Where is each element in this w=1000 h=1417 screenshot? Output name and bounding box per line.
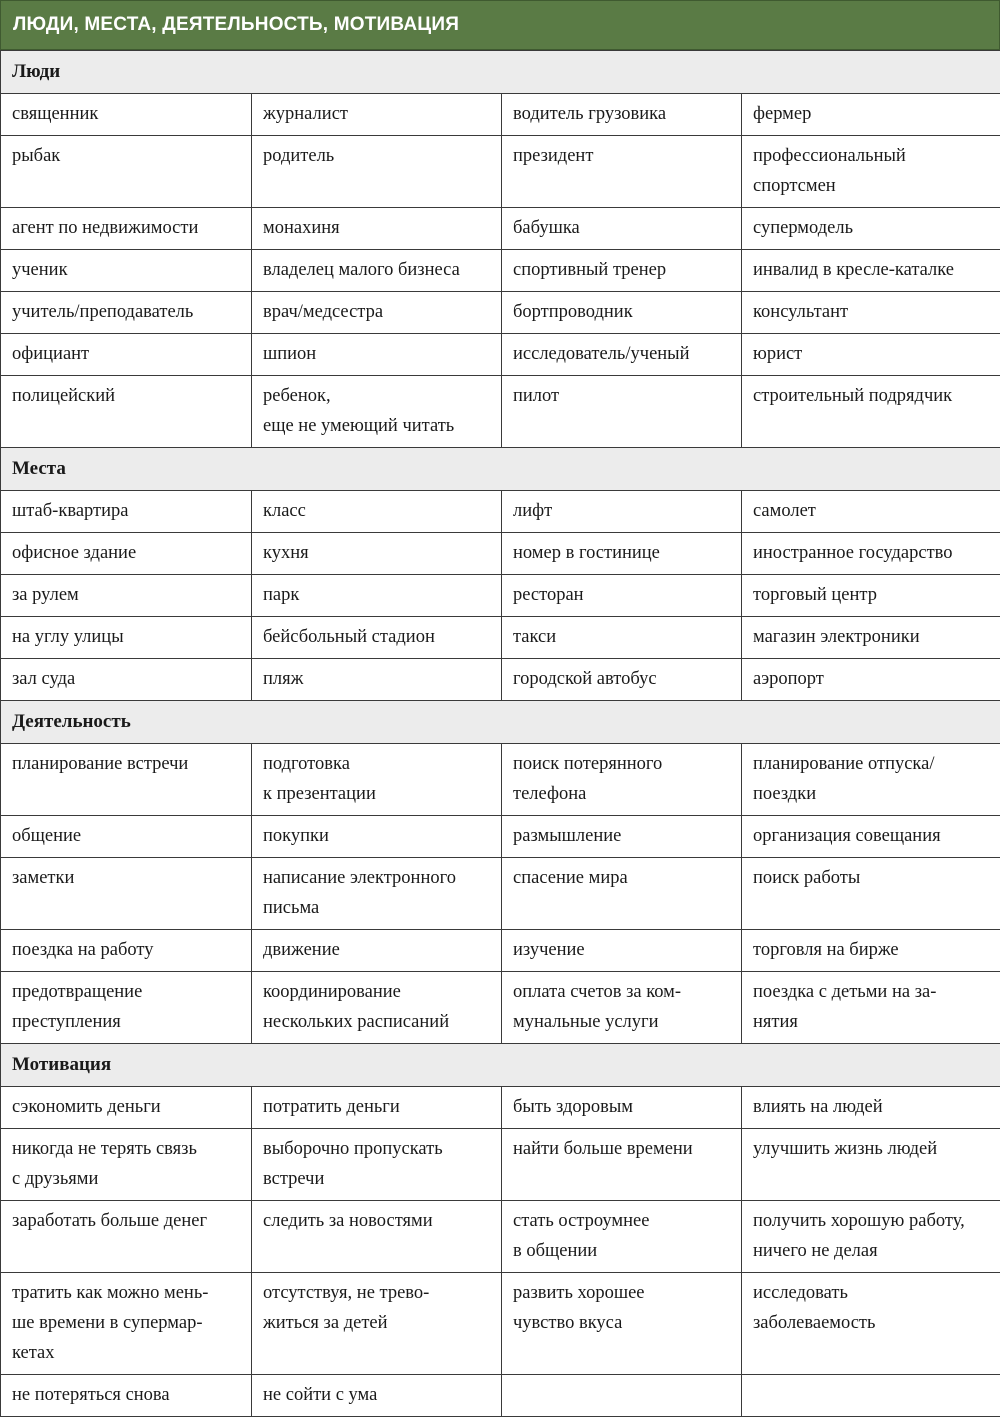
table-cell	[502, 1375, 742, 1417]
table-cell	[1, 816, 252, 858]
cell-text: магазин электроники	[753, 622, 992, 652]
table-row	[1, 858, 1000, 930]
table-cell	[1, 491, 252, 533]
cell-text: иностранное государство	[753, 538, 992, 568]
table-cell	[1, 1273, 252, 1375]
cell-text: парк	[263, 580, 493, 610]
table-cell	[502, 858, 742, 930]
cell-text: общение	[12, 821, 243, 851]
table-cell	[1, 94, 252, 136]
table-cell	[742, 1375, 1000, 1417]
table-cell	[1, 575, 252, 617]
table-cell	[252, 1129, 502, 1201]
cell-text: поиск работы	[753, 863, 992, 893]
table-row	[1, 208, 1000, 250]
table-cell	[1, 376, 252, 448]
section-heading: Мотивация	[1, 1044, 1000, 1087]
table-cell	[252, 816, 502, 858]
table-cell	[742, 491, 1000, 533]
table-row	[1, 659, 1000, 701]
table-cell	[742, 858, 1000, 930]
table-cell	[502, 1087, 742, 1129]
cell-text: священник	[12, 99, 243, 129]
table-cell	[502, 250, 742, 292]
cell-text: спортивный тренер	[513, 255, 733, 285]
cell-text: организация совещания	[753, 821, 992, 851]
table-cell	[252, 1201, 502, 1273]
cell-text: подготовка к презентации	[263, 749, 493, 809]
cell-text: фермер	[753, 99, 992, 129]
table-cell	[252, 292, 502, 334]
cell-text: потратить деньги	[263, 1092, 493, 1122]
table-cell	[742, 376, 1000, 448]
table-cell	[742, 617, 1000, 659]
cell-text: написание электронного письма	[263, 863, 493, 923]
table-cell	[502, 376, 742, 448]
cell-text: никогда не терять связь с друзьями	[12, 1134, 243, 1194]
cell-text: супермодель	[753, 213, 992, 243]
cell-text: зал суда	[12, 664, 243, 694]
table-cell	[502, 334, 742, 376]
cell-text: торговый центр	[753, 580, 992, 610]
cell-text: выборочно пропускать встречи	[263, 1134, 493, 1194]
cell-text: водитель грузовика	[513, 99, 733, 129]
table-cell	[1, 1201, 252, 1273]
table-cell	[742, 972, 1000, 1044]
cell-text: такси	[513, 622, 733, 652]
table-cell	[252, 208, 502, 250]
table-row	[1, 292, 1000, 334]
section-header-row	[1, 1044, 1000, 1087]
cell-text: номер в гостинице	[513, 538, 733, 568]
cell-text: развить хорошее чувство вкуса	[513, 1278, 733, 1338]
cell-text: следить за новостями	[263, 1206, 493, 1236]
table-cell	[252, 972, 502, 1044]
cell-text: юрист	[753, 339, 992, 369]
cell-text: тратить как можно мень- ше времени в супермар- кетах	[12, 1278, 243, 1368]
cell-text: рыбак	[12, 141, 243, 171]
table-cell	[742, 334, 1000, 376]
cell-text: быть здоровым	[513, 1092, 733, 1122]
table-row	[1, 1375, 1000, 1417]
cell-text: поездка с детьми на за- нятия	[753, 977, 992, 1037]
table-cell	[252, 136, 502, 208]
table-row	[1, 1087, 1000, 1129]
cell-text: координирование нескольких расписаний	[263, 977, 493, 1037]
table-row	[1, 816, 1000, 858]
cell-text: получить хорошую работу, ничего не делая	[753, 1206, 992, 1266]
cell-text: пляж	[263, 664, 493, 694]
table-cell	[502, 617, 742, 659]
table-cell	[742, 136, 1000, 208]
table-row	[1, 930, 1000, 972]
table-row	[1, 533, 1000, 575]
table-cell	[252, 376, 502, 448]
table-cell	[502, 136, 742, 208]
table-cell	[1, 1087, 252, 1129]
table-cell	[502, 1273, 742, 1375]
table-cell	[252, 858, 502, 930]
table-cell	[252, 250, 502, 292]
table-cell	[1, 972, 252, 1044]
cell-text: строительный подрядчик	[753, 381, 992, 411]
cell-text: влиять на людей	[753, 1092, 992, 1122]
table-cell	[742, 659, 1000, 701]
table-row	[1, 94, 1000, 136]
table-cell	[1, 292, 252, 334]
table-row	[1, 1129, 1000, 1201]
table-row	[1, 376, 1000, 448]
cell-text: покупки	[263, 821, 493, 851]
cell-text: планирование встречи	[12, 749, 243, 779]
table-cell	[742, 94, 1000, 136]
table-cell	[502, 94, 742, 136]
section-header-row	[1, 701, 1000, 744]
section-heading: Места	[1, 448, 1000, 491]
table-cell	[742, 1087, 1000, 1129]
table-cell	[742, 208, 1000, 250]
cell-text: полицейский	[12, 381, 243, 411]
cell-text: офисное здание	[12, 538, 243, 568]
cell-text: ресторан	[513, 580, 733, 610]
cell-text: улучшить жизнь людей	[753, 1134, 992, 1164]
cell-text: аэропорт	[753, 664, 992, 694]
cell-text: за рулем	[12, 580, 243, 610]
cell-text: торговля на бирже	[753, 935, 992, 965]
table-cell	[252, 1375, 502, 1417]
section-header-row	[1, 51, 1000, 94]
cell-text: стать остроумнее в общении	[513, 1206, 733, 1266]
cell-text: инвалид в кресле-каталке	[753, 255, 992, 285]
table-cell	[1, 858, 252, 930]
section-heading: Деятельность	[1, 701, 1000, 744]
table-cell	[742, 250, 1000, 292]
cell-text: официант	[12, 339, 243, 369]
cell-text: бейсбольный стадион	[263, 622, 493, 652]
table-cell	[1, 334, 252, 376]
table-cell	[502, 659, 742, 701]
section-header-row	[1, 448, 1000, 491]
cell-text: лифт	[513, 496, 733, 526]
table-cell	[252, 1273, 502, 1375]
cell-text: размышление	[513, 821, 733, 851]
table-cell	[1, 659, 252, 701]
table-row	[1, 744, 1000, 816]
table-row	[1, 617, 1000, 659]
table-cell	[1, 250, 252, 292]
cell-text: не сойти с ума	[263, 1380, 493, 1410]
table-cell	[502, 1129, 742, 1201]
cell-text: пилот	[513, 381, 733, 411]
table-cell	[502, 930, 742, 972]
cell-text: бортпроводник	[513, 297, 733, 327]
cell-text: отсутствуя, не трево- житься за детей	[263, 1278, 493, 1338]
table-cell	[502, 816, 742, 858]
table-body	[1, 51, 1000, 1417]
cell-text: оплата счетов за ком- мунальные услуги	[513, 977, 733, 1037]
cell-text: журналист	[263, 99, 493, 129]
cell-text: шпион	[263, 339, 493, 369]
table-cell	[502, 575, 742, 617]
table-row	[1, 334, 1000, 376]
table-cell	[252, 491, 502, 533]
table-cell	[502, 972, 742, 1044]
cell-text: кухня	[263, 538, 493, 568]
cell-text: планирование отпуска/ поездки	[753, 749, 992, 809]
category-table	[0, 50, 1000, 1417]
cell-text: штаб-квартира	[12, 496, 243, 526]
table-row	[1, 972, 1000, 1044]
table-cell	[252, 533, 502, 575]
cell-text: владелец малого бизнеса	[263, 255, 493, 285]
table-cell	[742, 533, 1000, 575]
table-cell	[742, 744, 1000, 816]
cell-text: монахиня	[263, 213, 493, 243]
table-cell	[252, 94, 502, 136]
table-cell	[1, 744, 252, 816]
table-cell	[742, 1201, 1000, 1273]
cell-text: класс	[263, 496, 493, 526]
cell-text: не потеряться снова	[12, 1380, 243, 1410]
table-cell	[502, 744, 742, 816]
table-cell	[742, 1273, 1000, 1375]
cell-text: поездка на работу	[12, 935, 243, 965]
table-cell	[742, 930, 1000, 972]
table-cell	[1, 617, 252, 659]
cell-text: предотвращение преступления	[12, 977, 243, 1037]
table-cell	[1, 930, 252, 972]
table-row	[1, 1201, 1000, 1273]
cell-text: профессиональный спортсмен	[753, 141, 992, 201]
cell-text: найти больше времени	[513, 1134, 733, 1164]
cell-text: самолет	[753, 496, 992, 526]
cell-text: городской автобус	[513, 664, 733, 694]
cell-text: учитель/преподаватель	[12, 297, 243, 327]
table-cell	[742, 816, 1000, 858]
cell-text: заработать больше денег	[12, 1206, 243, 1236]
cell-text: ребенок, еще не умеющий читать	[263, 381, 493, 441]
table-cell	[502, 533, 742, 575]
table-cell	[742, 575, 1000, 617]
table-cell	[252, 1087, 502, 1129]
table-cell	[252, 334, 502, 376]
table-cell	[252, 930, 502, 972]
table-cell	[252, 659, 502, 701]
table-cell	[502, 292, 742, 334]
cell-text: президент	[513, 141, 733, 171]
table-cell	[252, 744, 502, 816]
table-cell	[1, 136, 252, 208]
table-cell	[252, 575, 502, 617]
table-row	[1, 136, 1000, 208]
cell-text: агент по недвижимости	[12, 213, 243, 243]
table-cell	[742, 292, 1000, 334]
cell-text: консультант	[753, 297, 992, 327]
table-row	[1, 491, 1000, 533]
cell-text: бабушка	[513, 213, 733, 243]
table-cell	[1, 208, 252, 250]
table-row	[1, 250, 1000, 292]
cell-text: исследовать заболеваемость	[753, 1278, 992, 1338]
cell-text: изучение	[513, 935, 733, 965]
table-cell	[742, 1129, 1000, 1201]
cell-text: врач/медсестра	[263, 297, 493, 327]
table-cell	[502, 208, 742, 250]
cell-text: исследователь/ученый	[513, 339, 733, 369]
cell-text: на углу улицы	[12, 622, 243, 652]
cell-text: спасение мира	[513, 863, 733, 893]
table-cell	[1, 1375, 252, 1417]
table-title: ЛЮДИ, МЕСТА, ДЕЯТЕЛЬНОСТЬ, МОТИВАЦИЯ	[0, 0, 1000, 50]
cell-text: родитель	[263, 141, 493, 171]
table-row	[1, 575, 1000, 617]
table-cell	[502, 491, 742, 533]
cell-text: сэкономить деньги	[12, 1092, 243, 1122]
table-cell	[252, 617, 502, 659]
cell-text: поиск потерянного телефона	[513, 749, 733, 809]
cell-text: заметки	[12, 863, 243, 893]
cell-text: ученик	[12, 255, 243, 285]
section-heading: Люди	[1, 51, 1000, 94]
cell-text: движение	[263, 935, 493, 965]
table-cell	[1, 1129, 252, 1201]
table-row	[1, 1273, 1000, 1375]
table-cell	[502, 1201, 742, 1273]
table-cell	[1, 533, 252, 575]
